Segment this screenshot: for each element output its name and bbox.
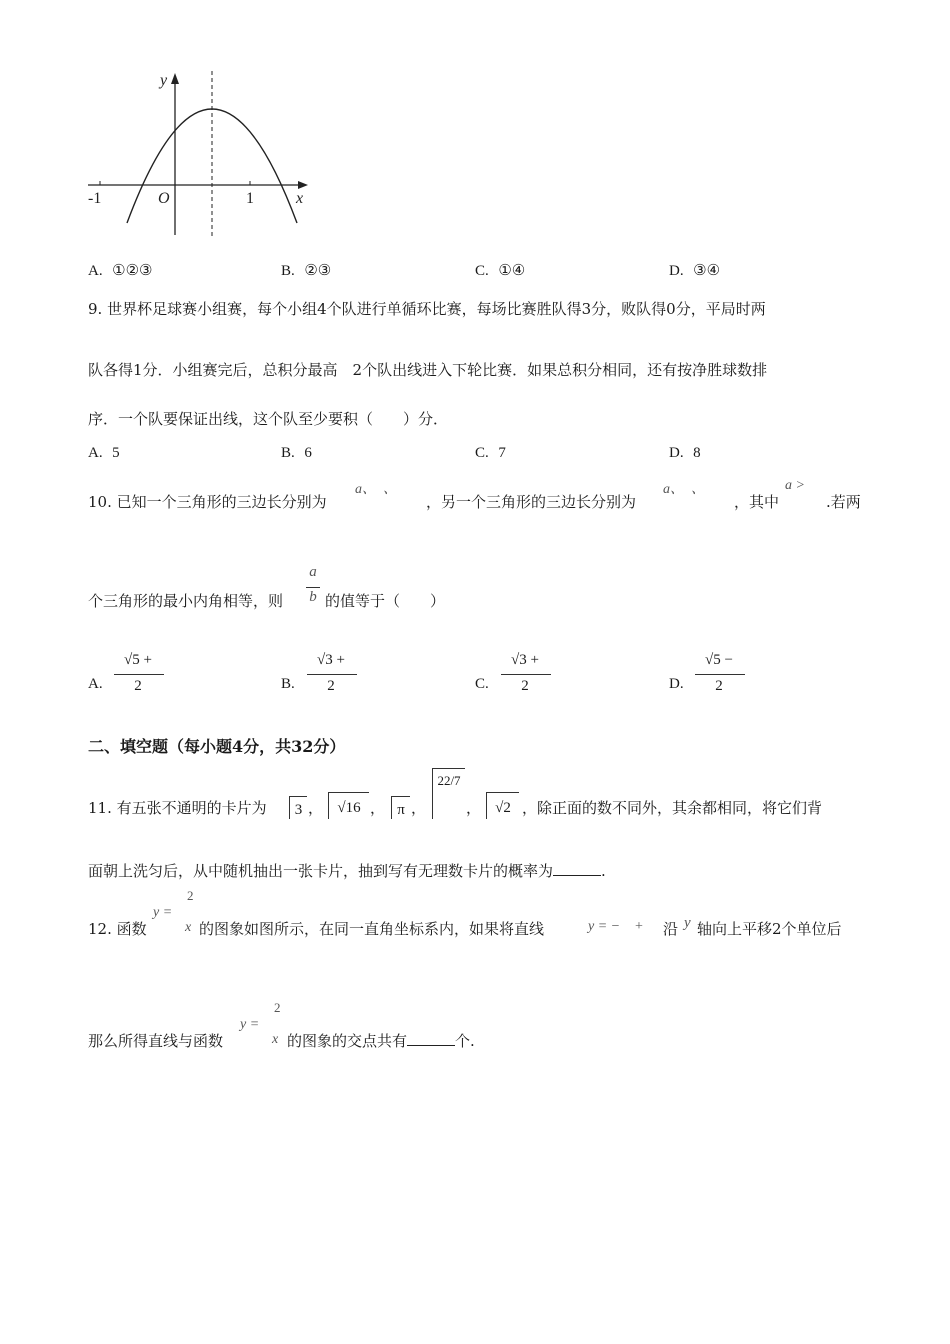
q10-option-b-num: √3 + bbox=[317, 652, 345, 668]
q8-option-c: C. ①④ bbox=[475, 261, 526, 279]
q8-option-a: A. ①②③ bbox=[88, 261, 153, 279]
q12-func-y-2: y = bbox=[240, 1017, 260, 1032]
q10-option-c-den: 2 bbox=[521, 678, 529, 694]
q10-option-a-line bbox=[114, 674, 164, 675]
q12-line-eq: y = − + bbox=[588, 919, 644, 934]
q10-option-c-letter: C. bbox=[475, 676, 489, 692]
q11-text-1: 11. 有五张不通明的卡片为 bbox=[88, 799, 267, 817]
q10-option-d-den: 2 bbox=[715, 678, 723, 694]
q12-func-y: y = bbox=[153, 905, 173, 920]
q8-option-b: B. ②③ bbox=[281, 261, 332, 279]
graph-y-label: y bbox=[160, 72, 168, 89]
q9-option-a: A. 5 bbox=[88, 445, 120, 461]
graph-x-label: x bbox=[296, 190, 304, 207]
q11-answer-blank[interactable] bbox=[553, 861, 601, 876]
q10-option-a-num: √5 + bbox=[124, 652, 152, 668]
q8-option-d: D. ③④ bbox=[669, 261, 721, 279]
q10-frac-num: a bbox=[309, 564, 317, 580]
q10-condition: a > bbox=[785, 478, 805, 493]
q11-card-2: √16 bbox=[328, 792, 369, 819]
q12-text-3: 沿 bbox=[663, 920, 679, 938]
q10-frac-den: b bbox=[309, 589, 317, 605]
q12-func-den-2: x bbox=[272, 1032, 279, 1047]
q11-text-2: ，除正面的数不同外，其余都相同，将它们背 bbox=[522, 799, 823, 817]
q11-sep-4: ， bbox=[466, 799, 482, 817]
q10-option-b-den: 2 bbox=[327, 678, 335, 694]
q10-option-d-num: √5 − bbox=[705, 652, 733, 668]
q10-text-3: ，其中 bbox=[734, 493, 780, 511]
q10-option-a-den: 2 bbox=[134, 678, 142, 694]
graph-one-label: 1 bbox=[246, 190, 254, 207]
q10-line-2a: 个三角形的最小内角相等，则 bbox=[88, 592, 284, 610]
q10-option-b-line bbox=[307, 674, 357, 675]
q9-line-1: 9. 世界杯足球赛小组赛，每个小组4个队进行单循环比赛，每场比赛胜队得3分，败队得0分，平局时两 bbox=[88, 300, 766, 318]
q10-option-d-line bbox=[695, 674, 745, 675]
q9-option-c: C. 7 bbox=[475, 445, 506, 461]
q11-sep-2: ， bbox=[370, 799, 386, 817]
q10-text-1: 10. 已知一个三角形的三边长分别为 bbox=[88, 493, 327, 511]
q9-option-d: D. 8 bbox=[669, 445, 701, 461]
q10-sides-2: a、 、 bbox=[663, 482, 705, 497]
q10-sides-1: a、 、 bbox=[355, 482, 397, 497]
q9-line-3: 序．一个队要保证出线，这个队至少要积（ ）分． bbox=[88, 410, 449, 428]
q10-line-2b: 的值等于（ ） bbox=[325, 592, 446, 610]
q10-text-2: ，另一个三角形的三边长分别为 bbox=[426, 493, 637, 511]
q12-func-num-2: 2 bbox=[274, 1000, 281, 1015]
q12-line-2a: 那么所得直线与函数 bbox=[88, 1032, 224, 1050]
q10-text-4: .若两 bbox=[826, 493, 861, 511]
q9-line-2: 队各得1分．小组赛完后，总积分最高 2个队出线进入下轮比赛．如果总积分相同，还有按净胜球数排 bbox=[88, 361, 768, 379]
section-2-title: 二、填空题（每小题4分，共32分） bbox=[88, 737, 346, 756]
q12-text-2: 的图象如图所示，在同一直角坐标系内，如果将直线 bbox=[199, 920, 545, 938]
q12-text-4: 轴向上平移2个单位后 bbox=[697, 920, 842, 938]
q12-text-1: 12. 函数 bbox=[88, 920, 147, 938]
q10-option-d-letter: D. bbox=[669, 676, 684, 692]
q12-answer-blank[interactable] bbox=[407, 1031, 455, 1046]
y-axis-arrow bbox=[171, 73, 179, 84]
q11-card-1: 3 bbox=[289, 796, 307, 819]
q11-sep-1: ， bbox=[308, 799, 324, 817]
q10-frac-line bbox=[306, 587, 320, 588]
q11-card-5: √2 bbox=[486, 792, 519, 819]
graph-origin-label: O bbox=[158, 190, 170, 207]
parabola-graph bbox=[80, 65, 320, 245]
q12-func-den: x bbox=[185, 920, 192, 935]
q11-line-2: 面朝上洗匀后，从中随机抽出一张卡片，抽到写有无理数卡片的概率为 . bbox=[88, 862, 606, 880]
q10-option-b-letter: B. bbox=[281, 676, 295, 692]
x-axis-arrow bbox=[298, 181, 308, 189]
q12-line-2b: 的图象的交点共有 个. bbox=[287, 1032, 475, 1050]
q11-sep-3: ， bbox=[411, 799, 427, 817]
q12-axis: y bbox=[684, 915, 691, 931]
q10-option-a-letter: A. bbox=[88, 676, 103, 692]
q10-option-c-line bbox=[501, 674, 551, 675]
q11-card-4: 22/7 bbox=[432, 768, 465, 819]
graph-neg-one-label: -1 bbox=[88, 190, 102, 207]
q12-func-num: 2 bbox=[187, 888, 194, 903]
q10-option-c-num: √3 + bbox=[511, 652, 539, 668]
q9-option-b: B. 6 bbox=[281, 445, 312, 461]
q11-card-3: π bbox=[391, 796, 410, 819]
